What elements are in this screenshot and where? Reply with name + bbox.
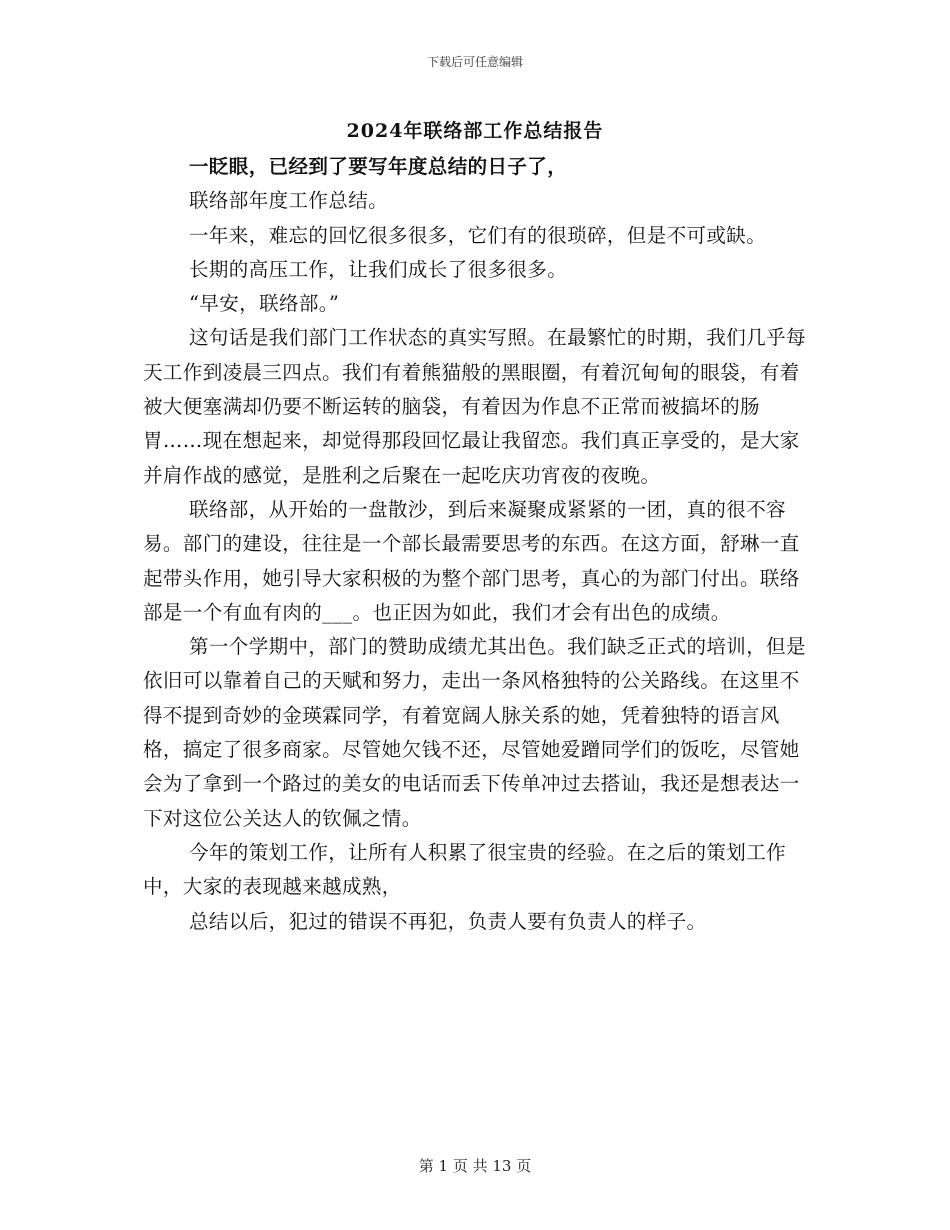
paragraph: 长期的高压工作，让我们成长了很多很多。: [189, 257, 568, 281]
page-number: 第 1 页 共 13 页: [418, 1157, 532, 1175]
paragraph: 一眨眼，已经到了要写年度总结的日子了，: [189, 155, 568, 178]
paragraph: “早安，联络部。”: [189, 292, 340, 316]
paragraph: 一年来，难忘的回忆很多很多，它们有的很琐碎，但是不可或缺。: [189, 223, 767, 247]
document-body: [143, 150, 813, 939]
paragraph: 第一个学期中，部门的赞助成绩尤其出色。我们缺乏正式的培训，但是依旧可以靠着自己的天赋和努力，走出一条风格独特的公关路线。在这里不得不提到奇妙的金瑛霖同学，有着宽阔人脉关系的她，凭着独特的语言风格，搞定了很多商家。尽管她欠钱不还，尽管她爱蹭同学们的饭吃，尽管她会为了拿到一个路过的美女的电话而丢下传单冲过去搭讪，我还是想表达一下对这位公关达人的钦佩之情。: [143, 635, 806, 830]
document-title: 2024年联络部工作总结报告: [346, 120, 604, 142]
paragraph: 今年的策划工作，让所有人积累了很宝贵的经验。在之后的策划工作中，大家的表现越来越成熟，: [143, 840, 787, 899]
paragraph: 这句话是我们部门工作状态的真实写照。在最繁忙的时期，我们几乎每天工作到凌晨三四点。我们有着熊猫般的黑眼圈，有着沉甸甸的眼袋，有着被大便塞满却仍要不断运转的脑袋，有着因为作息不正常而被搞坏的肠胃……现在想起来，却觉得那段回忆最让我留恋。我们真正享受的，是大家并肩作战的感觉，是胜利之后聚在一起吃庆功宵夜的夜晚。: [143, 326, 806, 487]
paragraph: 总结以后，犯过的错误不再犯，负责人要有负责人的样子。: [189, 909, 707, 933]
paragraph: 联络部，从开始的一盘散沙，到后来凝聚成紧紧的一团，真的很不容易。部门的建设，往往是一个部长最需要思考的东西。在这方面，舒琳一直起带头作用，她引导大家积极的为整个部门思考，真心的为部门付出。联络部是一个有血有肉的___。也正因为如此，我们才会有出色的成绩。: [143, 497, 800, 624]
paragraph: 联络部年度工作总结。: [189, 189, 389, 213]
header-note: 下载后可任意编辑: [426, 55, 523, 69]
